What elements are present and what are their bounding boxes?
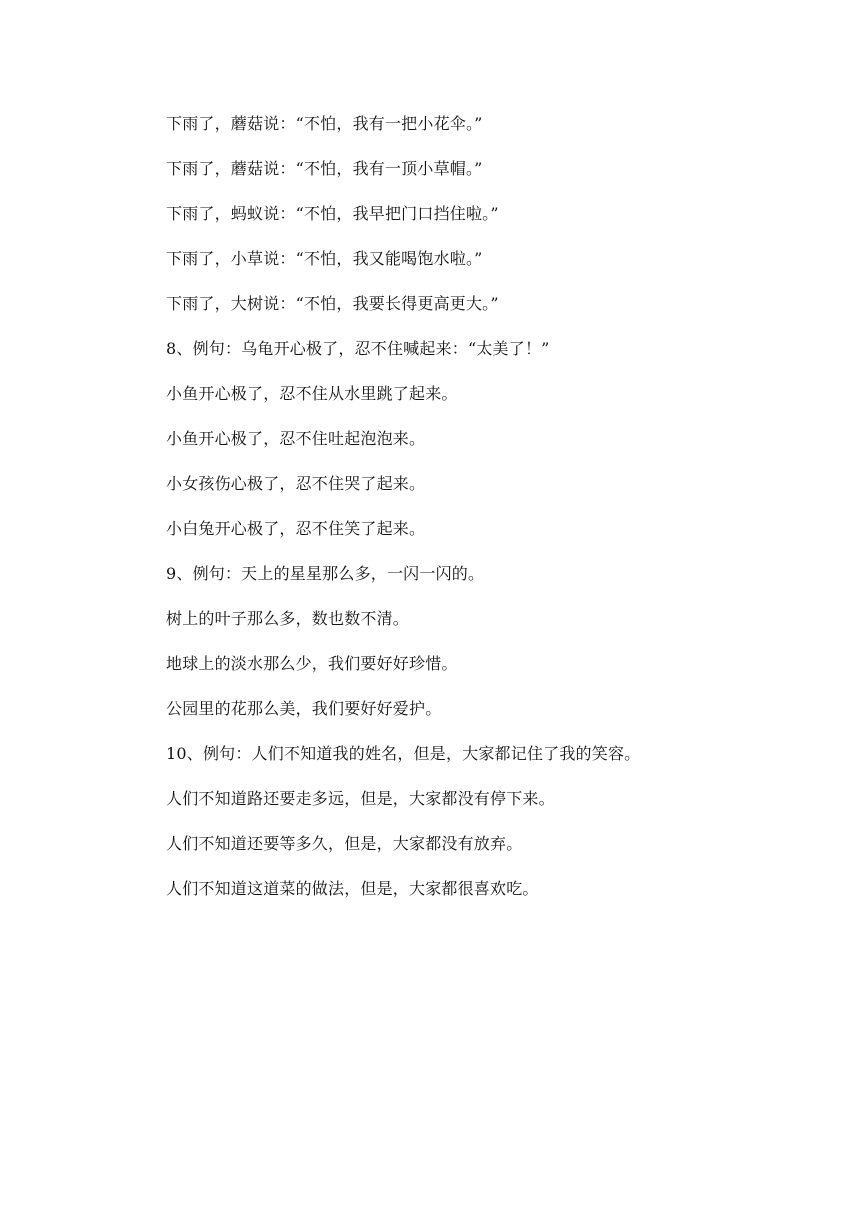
text-line: 小女孩伤心极了，忍不住哭了起来。 — [166, 474, 426, 493]
text-line: 小白兔开心极了，忍不住笑了起来。 — [166, 519, 426, 538]
text-line: 小鱼开心极了，忍不住吐起泡泡来。 — [166, 429, 426, 448]
example-heading-9: 9、例句：天上的星星那么多，一闪一闪的。 — [166, 564, 485, 583]
text-line: 小鱼开心极了，忍不住从水里跳了起来。 — [166, 384, 458, 403]
text-line: 下雨了，大树说：“不怕，我要长得更高更大。” — [166, 294, 499, 313]
text-line: 公园里的花那么美，我们要好好爱护。 — [166, 699, 442, 718]
example-heading-8: 8、例句：乌龟开心极了，忍不住喊起来：“太美了！” — [166, 339, 550, 358]
text-line: 树上的叶子那么多，数也数不清。 — [166, 609, 410, 628]
text-line: 下雨了，蘑菇说：“不怕，我有一把小花伞。” — [166, 114, 483, 133]
text-line: 地球上的淡水那么少，我们要好好珍惜。 — [166, 654, 458, 673]
text-line: 下雨了，蚂蚁说：“不怕，我早把门口挡住啦。” — [166, 204, 499, 223]
text-line: 人们不知道路还要走多远，但是，大家都没有停下来。 — [166, 789, 555, 808]
text-line: 人们不知道这道菜的做法，但是，大家都很喜欢吃。 — [166, 879, 539, 898]
text-body — [166, 112, 640, 922]
text-line: 人们不知道还要等多久，但是，大家都没有放弃。 — [166, 834, 523, 853]
text-line: 下雨了，蘑菇说：“不怕，我有一顶小草帽。” — [166, 159, 483, 178]
example-heading-10: 10、例句：人们不知道我的姓名，但是，大家都记住了我的笑容。 — [166, 744, 641, 763]
text-line: 下雨了，小草说：“不怕，我又能喝饱水啦。” — [166, 249, 483, 268]
